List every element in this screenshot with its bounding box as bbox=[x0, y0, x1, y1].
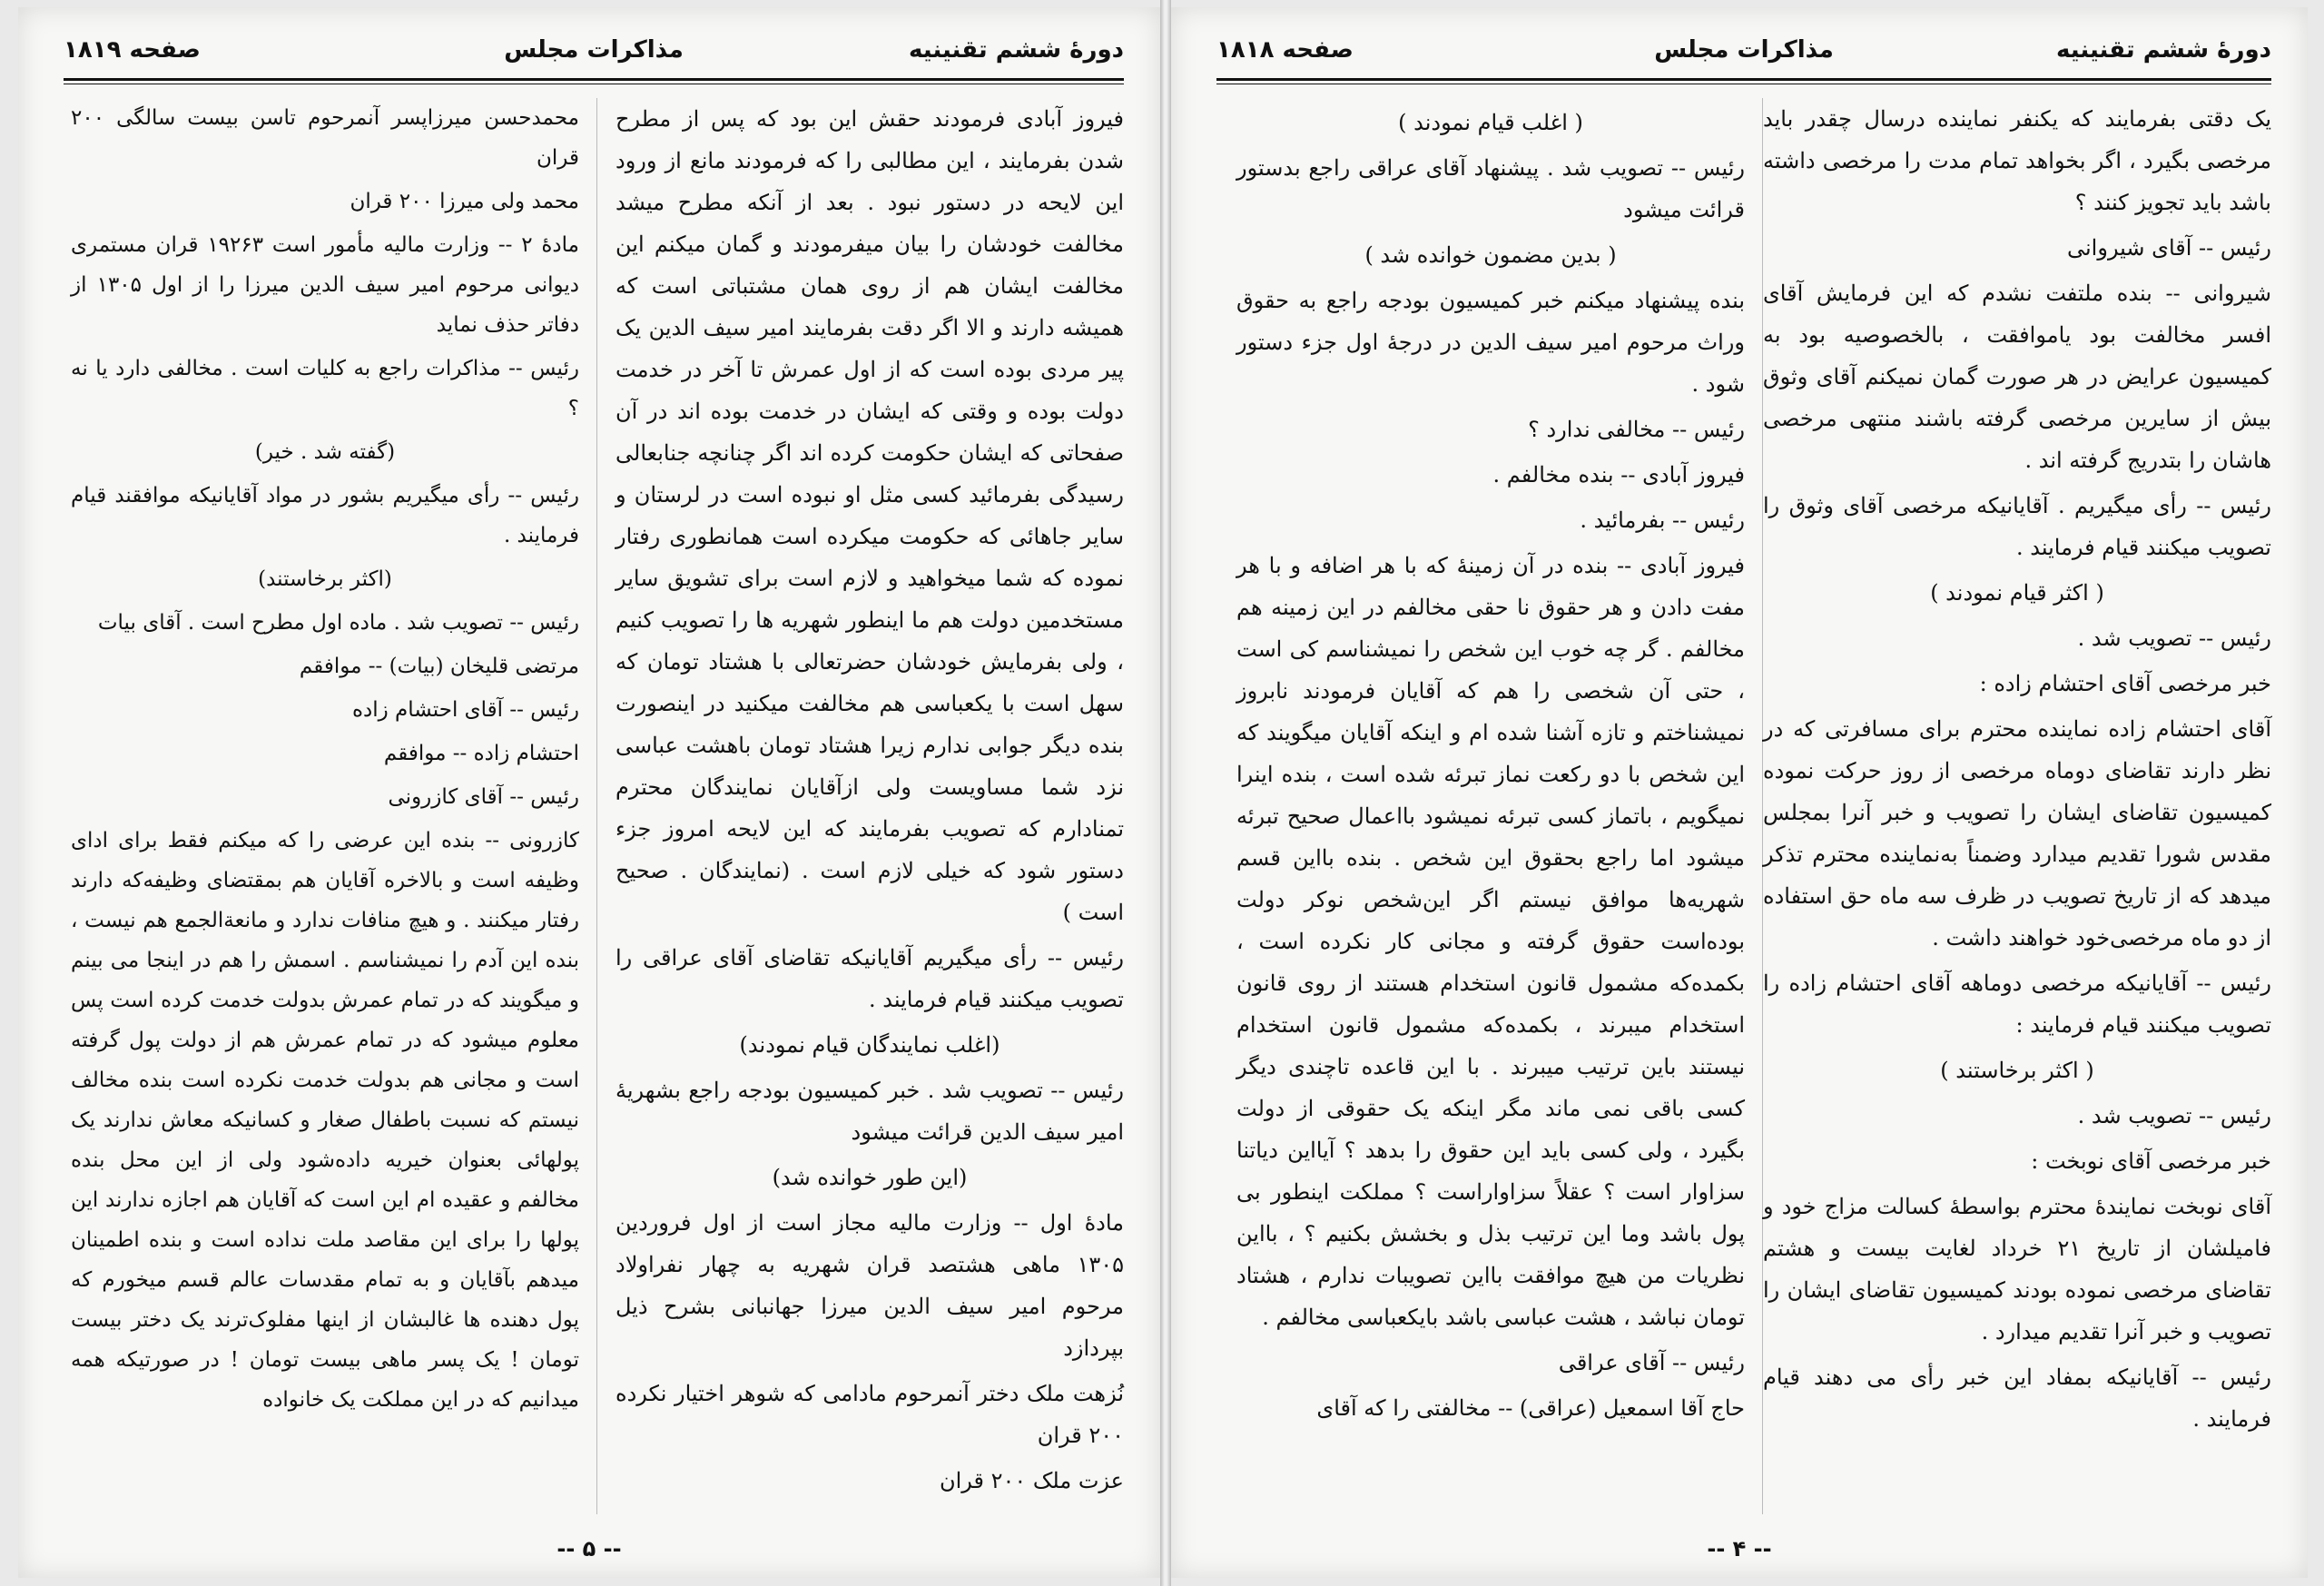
paragraph: عزت ملک ۲۰۰ قران bbox=[939, 1468, 1124, 1493]
header-rule bbox=[64, 78, 1124, 84]
parenthetical: (اغلب نمایندگان قیام نمودند) bbox=[739, 1032, 1000, 1058]
paragraph: احتشام زاده -- موافقم bbox=[383, 742, 579, 765]
header-page-number: صفحه ۱۸۱۹ bbox=[64, 36, 201, 64]
paragraph: شیروانی -- بنده ملتفت نشدم که این فرمایش آقای افسر مخالفت بود یاموافقت ، بالخصوصیه بود به کمیسیون عرایض در هر صورت گمان نمیکنم آقای وثوق بیش از سایرین مرخصی گرفته باشند منتهی مرخصی هاشان را بتدریج گرفته اند . bbox=[1763, 281, 2271, 473]
page-header bbox=[1216, 27, 2271, 73]
paragraph: خبر مرخصی آقای نوبخت : bbox=[2031, 1148, 2271, 1174]
right-page bbox=[1171, 7, 2308, 1578]
paragraph: مرتضی قلیخان (بیات) -- موافقم bbox=[299, 655, 579, 678]
paragraph: رئیس -- آقای کازرونی bbox=[388, 785, 579, 809]
paragraph: بنده پیشنهاد میکنم خبر کمیسیون بودجه راجع به حقوق وراث مرحوم امیر سیف الدین در درجهٔ اول جزء دستور شود . bbox=[1236, 288, 1745, 397]
page-header bbox=[64, 27, 1124, 73]
paragraph: مادهٔ ۲ -- وزارت مالیه مأمور است ۱۹۲۶۳ قران مستمری دیوانی مرحوم امیر سیف الدین میرزا را از اول ۱۳۰۵ از دفاتر حذف نماید bbox=[71, 233, 580, 337]
header-page-number: صفحه ۱۸۱۸ bbox=[1216, 36, 1354, 64]
text-column-right bbox=[615, 98, 1124, 1514]
paragraph: آقای نوبخت نمایندهٔ محترم بواسطهٔ کسالت مزاج خود و فامیلشان از تاریخ ۲۱ خرداد لغایت بیست و هشتم تقاضای مرخصی نموده بودند کمیسیون تقاضای ایشان را تصویب و خبر آنرا تقدیم میدارد . bbox=[1763, 1194, 2272, 1345]
header-title: مذاکرات مجلس bbox=[1654, 36, 1834, 64]
column-divider bbox=[596, 98, 597, 1514]
folio-number: -- ۴ -- bbox=[1707, 1536, 1772, 1561]
parenthetical: ( اغلب قیام نمودند ) bbox=[1398, 110, 1583, 135]
paragraph: رئیس -- تصویب شد . ماده اول مطرح است . آقای بیات bbox=[97, 611, 579, 635]
paragraph: رئیس -- آقای احتشام زاده bbox=[351, 698, 579, 722]
paragraph: مادهٔ اول -- وزارت مالیه مجاز است از اول فروردین ۱۳۰۵ ماهی هشتصد قران شهریه به چهار نفراولاد مرحوم امیر سیف الدین میرزا جهانبانی بشرح ذیل بپردازد bbox=[615, 1210, 1124, 1361]
parenthetical: (گفته شد . خیر) bbox=[254, 440, 396, 464]
header-series: دورهٔ ششم تقنینیه bbox=[2055, 36, 2271, 64]
paragraph: رئیس -- بفرمائید . bbox=[1580, 507, 1745, 533]
paragraph: رئیس -- آقای عراقی bbox=[1558, 1350, 1745, 1375]
header-series: دورهٔ ششم تقنینیه bbox=[908, 36, 1124, 64]
parenthetical: (این طور خوانده شد) bbox=[772, 1165, 968, 1190]
paragraph: آقای احتشام زاده نماینده محترم برای مسافرتی که در نظر دارند تقاضای دوماه مرخصی از روز حرکت نموده کمیسیون تقاضای ایشان را تصویب و خبر آنرا بمجلس مقدس شورا تقدیم میدارد وضمناً به‌نماینده محترم تذکر میدهد که از تاریخ تصویب در ظرف سه ماه حق استفاده از دو ماه مرخصی‌خود خواهند داشت . bbox=[1763, 716, 2271, 951]
paragraph: رئیس -- تصویب شد . bbox=[2077, 1103, 2271, 1128]
paragraph: محمدحسن میرزاپسر آنمرحوم تاسن بیست سالگی ۲۰۰ قران bbox=[71, 106, 579, 170]
paragraph: رئیس -- تصویب شد . bbox=[2077, 626, 2271, 651]
header-rule bbox=[1216, 78, 2271, 84]
text-column-left bbox=[71, 98, 579, 1514]
paragraph: رئیس -- آقایانیکه مرخصی دوماهه آقای احتشام زاده را تصویب میکنند قیام فرمایند : bbox=[1763, 970, 2271, 1038]
paragraph: خبر مرخصی آقای احتشام زاده : bbox=[1979, 671, 2271, 696]
header-title: مذاکرات مجلس bbox=[504, 36, 684, 64]
paragraph: رئیس -- رأی میگیریم بشور در مواد آقایانیکه موافقند قیام فرمایند . bbox=[71, 484, 579, 547]
left-page bbox=[18, 7, 1160, 1578]
parenthetical: ( اکثر برخاستند ) bbox=[1940, 1058, 2094, 1083]
folio-number: -- ۵ -- bbox=[556, 1536, 622, 1561]
paragraph: فیروز آبادی -- بنده در آن زمینهٔ که با هر اضافه و با هر مفت دادن و هر حقوق نا حقی مخالفم در این زمینه هم مخالفم . گر چه خوب این شخص را نمیشناسم کی است ، حتی آن شخصی را هم که آقایان فرمودند نابروز نمیشناختم و تازه آشنا شده ام و اینکه آقایان میگویند که این شخص با دو رکعت نماز تبرئه شده است ، بنده اینرا نمیگویم ، باتماز کسی تبرئه نمیشود بااعمال صحیح تبرئه میشود اما راجع بحقوق این شخص . بنده بااین قسم شهریه‌ها موافق نیستم اگر این‌شخص نوکر دولت بوده‌است حقوق گرفته و مجانی کار نکرده است ، بکمده‌که مشمول قانون استخدام هستند از روی قانون استخدام میبرند ، بکمده‌که مشمول قانون استخدام نیستند باین ترتیب میبرند . با این قاعده تاچندی دیگر کسی باقی نمی ماند مگر اینکه یک حقوقی از دولت بگیرد ، ولی کسی باید این حقوق را بدهد ؟ آیااین دیاتنا سزاوار است ؟ عقلاً سزاواراست ؟ مملکت اینطور بی پول باشد وما این ترتیب بذل و بخشش بکنیم ؟ ، بااین نظریات من هیچ موافقت بااین تصویبات ندارم ، هشتاد تومان نباشد ، هشت عباسی باشد بایکعباسی مخالفم . bbox=[1236, 553, 1746, 1330]
parenthetical: ( اکثر قیام نمودند ) bbox=[1930, 580, 2104, 606]
paragraph: رئیس -- رأی میگیریم آقایانیکه تقاضای آقای عراقی را تصویب میکنند قیام فرمایند . bbox=[615, 945, 1124, 1012]
paragraph: رئیس -- آقای شیروانی bbox=[2067, 235, 2271, 261]
paragraph: نُزهت ملک دختر آنمرحوم مادامی که شوهر اختیار نکرده ۲۰۰ قران bbox=[615, 1381, 1124, 1448]
paragraph: رئیس -- تصویب شد . پیشنهاد آقای عراقی راجع بدستور قرائت میشود bbox=[1236, 155, 1745, 222]
parenthetical: (اکثر برخاستند) bbox=[258, 567, 392, 591]
text-column-right bbox=[1763, 98, 2271, 1514]
text-column-left bbox=[1236, 98, 1745, 1514]
paragraph: رئیس -- مخالفی ندارد ؟ bbox=[1528, 417, 1745, 442]
paragraph: فیروز آبادی -- بنده مخالفم . bbox=[1492, 462, 1745, 488]
parenthetical: ( بدین مضمون خوانده شد ) bbox=[1364, 242, 1617, 268]
paragraph: فیروز آبادی فرمودند حقش این بود که پس از مطرح شدن بفرمایند ، این مطالبی را که فرمودند مانع از ورود این لایحه در دستور نبود . بعد از آنکه مطرح میشد مخالفت خودشان را بیان میفرمودند و گمان میکنم این مخالفت ایشان هم از روی همان مشتباتی است که همیشه دارند و الا اگر دقت بفرمایند امیر سیف الدین یک پیر مردی بوده است که از اول عمرش تا آخر در خدمت دولت بوده و وقتی که ایشان در خدمت بوده اند در آن صفحاتی که ایشان حکومت کرده اند اگر چنانچه جنابعالی رسیدگی بفرمائید کسی مثل او نبوده است در لرستان و سایر جاهائی که حکومت میکرده است همانطوری رفتار نموده که شما میخواهید و لازم است برای تشویق سایر مستخدمین دولت هم ما اینطور شهریه ها را تصویب کنیم ، ولی بفرمایش خودشان حضرتعالی با هشتاد تومان که سهل است با یکعباسی هم مخالفت میکنید در اینصورت بنده دیگر جوابی ندارم زیرا هشتاد تومان باهشت عباسی نزد شما مساویست ولی ازآقایان نمایندگان محترم تمنادارم که تصویب بفرمایند که این لایحه امروز جزء دستور شود که خیلی لازم است . (نمایندگان . صحیح است ) bbox=[615, 106, 1124, 925]
paragraph: رئیس -- تصویب شد . خبر کمیسیون بودجه راجع بشهریهٔ امیر سیف الدین قرائت میشود bbox=[615, 1078, 1124, 1145]
paragraph: رئیس -- مذاکرات راجع به کلیات است . مخالفی دارد یا نه ؟ bbox=[71, 357, 579, 420]
paragraph: رئیس -- آقایانیکه بمفاد این خبر رأی می دهند قیام فرمایند . bbox=[1763, 1364, 2271, 1432]
paragraph: کازرونی -- بنده این عرضی را که میکنم فقط برای ادای وظیفه است و بالاخره آقایان هم بمقتضای وظیفه‌که دارند رفتار میکنند . و هیچ منافات ندارد و مانعةالجمع هم نیست ، بنده این آدم را نمیشناسم . اسمش را هم در اینجا می بینم و میگویند که در تمام عمرش بدولت خدمت کرده است پس معلوم میشود که در تمام عمرش هم از دولت پول گرفته است و مجانی هم بدولت خدمت نکرده است بنده مخالف نیستم که نسبت باطفال صغار و کسانیکه معاش ندارند یک پولهائی بعنوان خیریه داده‌شود ولی از این محل بنده مخالفم و عقیده ام این است که آقایان هم اجازه ندارند این پولها را برای این مقاصد ملت نداده است و بنده اطمینان میدهم بآقایان و به تمام مقدسات عالم قسم میخورم که پول دهنده ها غالبشان از اینها مفلوک‌ترند یک دختر بیست تومان ! یک پسر ماهی بیست تومان ! در صورتیکه همه میدانیم که در این مملکت یک خانواده bbox=[71, 829, 579, 1412]
book-gutter bbox=[1160, 0, 1171, 1586]
paragraph: یک دقتی بفرمایند که یکنفر نماینده درسال چقدر باید مرخصی بگیرد ، اگر بخواهد تمام مدت را مرخصی داشته باشد باید تجویز کنند ؟ bbox=[1763, 106, 2271, 215]
paragraph: حاج آقا اسمعیل (عراقی) -- مخالفتی را که آقای bbox=[1316, 1395, 1745, 1421]
paragraph: محمد ولی میرزا ۲۰۰ قران bbox=[350, 190, 579, 213]
paragraph: رئیس -- رأی میگیریم . آقایانیکه مرخصی آقای وثوق را تصویب میکنند قیام فرمایند . bbox=[1763, 493, 2271, 560]
